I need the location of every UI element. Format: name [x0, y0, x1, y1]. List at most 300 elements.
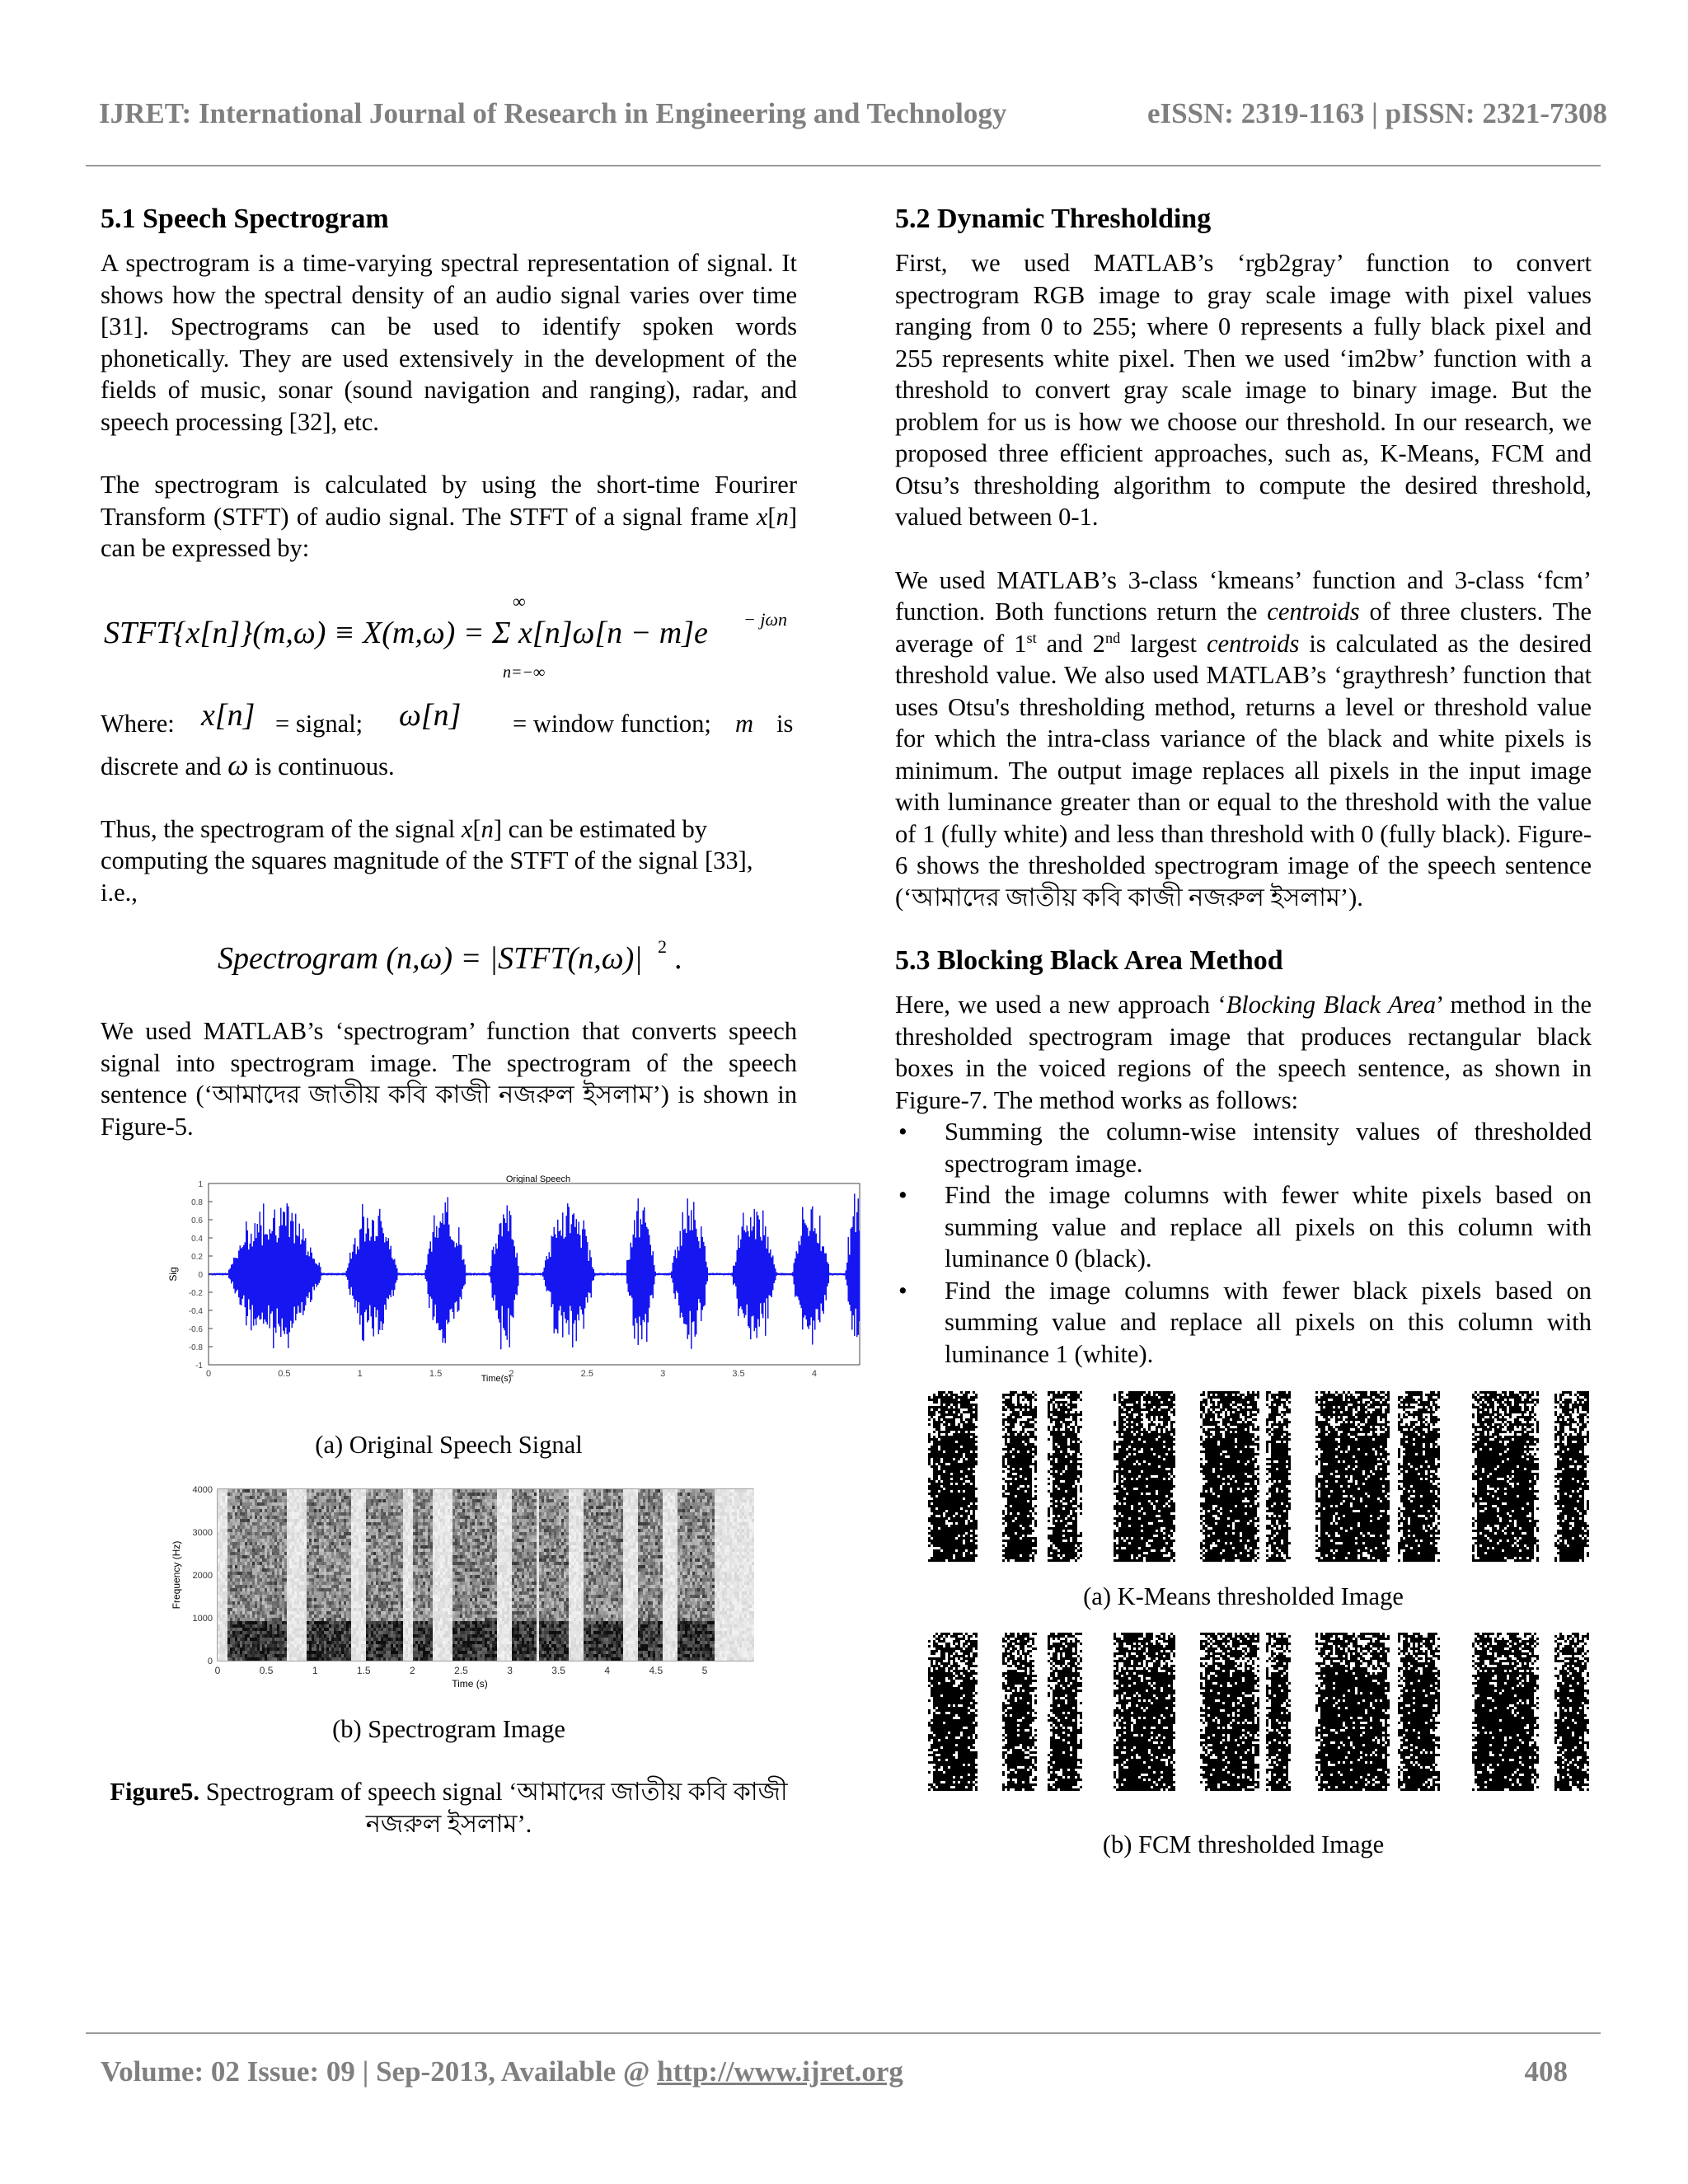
spectrogram-cell [289, 1516, 292, 1519]
spectrogram-cell [413, 1489, 415, 1493]
spectrogram-cell [307, 1562, 309, 1565]
waveform-sample [734, 1266, 736, 1284]
spectrogram-cell [321, 1519, 324, 1522]
spectrogram-cell [220, 1555, 223, 1558]
spectrogram-cell [279, 1654, 282, 1657]
spectrogram-cell [410, 1601, 413, 1605]
spectrogram-cell [232, 1641, 235, 1644]
spectrogram-cell [294, 1506, 297, 1509]
spectrogram-cell [378, 1641, 381, 1644]
spectrogram-cell [242, 1493, 245, 1496]
spectrogram-cell [415, 1535, 418, 1539]
spectrogram-cell [413, 1591, 415, 1595]
spectrogram-cell [403, 1509, 406, 1512]
spectrogram-cell [388, 1624, 391, 1628]
spectrogram-cell [336, 1529, 339, 1532]
spectrogram-cell [373, 1529, 376, 1532]
spectrogram-cell [319, 1611, 321, 1615]
spectrogram-cell [393, 1555, 396, 1558]
spectrogram-cell [304, 1493, 307, 1496]
spectrogram-cell [373, 1493, 376, 1496]
spectrogram-cell [406, 1522, 408, 1526]
spectrogram-cell [388, 1631, 391, 1634]
spectrogram-cell [425, 1558, 428, 1562]
spectrogram-cell [316, 1555, 319, 1558]
spectrogram-cell [393, 1549, 396, 1552]
spectrogram-cell [289, 1542, 292, 1545]
spectrogram-cell [304, 1595, 307, 1598]
spectrogram-cell [218, 1502, 220, 1506]
spectrogram-cell [406, 1598, 408, 1601]
spectrogram-cell [218, 1628, 220, 1631]
spectrogram-cell [292, 1568, 294, 1572]
spectrogram-cell [331, 1535, 334, 1539]
spectrogram-cell [398, 1549, 401, 1552]
waveform-sample [377, 1236, 378, 1310]
spectrogram-cell [312, 1555, 314, 1558]
spectrogram-cell [270, 1638, 272, 1641]
spectrogram-cell [366, 1578, 368, 1582]
spectrogram-cell [316, 1529, 319, 1532]
spectrogram-cell [418, 1647, 420, 1651]
spectrogram-cell [225, 1578, 227, 1582]
spectrogram-cell [346, 1601, 349, 1605]
spectrogram-cell [247, 1651, 250, 1654]
spectrogram-cell [368, 1549, 371, 1552]
spectrogram-cell [361, 1634, 363, 1638]
spectrogram-cell [349, 1526, 351, 1529]
spectrogram-cell [302, 1644, 304, 1647]
spectrogram-cell [341, 1496, 344, 1499]
spectrogram-cell [410, 1657, 413, 1661]
spectrogram-cell [406, 1489, 408, 1493]
spectrogram-cell [240, 1496, 242, 1499]
waveform-sample [695, 1220, 696, 1337]
spectrogram-cell [408, 1572, 410, 1575]
spectrogram-cell [272, 1493, 274, 1496]
spectrogram-cell [351, 1509, 354, 1512]
spectrogram-cell [277, 1558, 279, 1562]
spectrogram-cell [282, 1568, 284, 1572]
spectrogram-cell [274, 1605, 277, 1608]
spectrogram-cell [354, 1529, 356, 1532]
spectrogram-cell [284, 1641, 287, 1644]
spectrogram-cell [250, 1611, 252, 1615]
spectrogram-cell [396, 1624, 398, 1628]
spectrogram-cell [418, 1641, 420, 1644]
spectrogram-cell [413, 1618, 415, 1621]
spectrogram-cell [423, 1578, 425, 1582]
waveform-sample [832, 1273, 833, 1276]
spectrogram-cell [324, 1657, 326, 1661]
spectrogram-cell [378, 1542, 381, 1545]
spectrogram-cell [232, 1539, 235, 1542]
spectrogram-cell [376, 1552, 378, 1555]
spectrogram-cell [225, 1595, 227, 1598]
waveform-sample [295, 1214, 297, 1321]
spectrogram-cell [247, 1582, 250, 1585]
spectrogram-cell [247, 1516, 250, 1519]
spectrogram-cell [287, 1591, 289, 1595]
waveform-sample [566, 1216, 568, 1323]
spectrogram-cell [401, 1558, 403, 1562]
spectrogram-cell [270, 1519, 272, 1522]
spectrogram-cell [309, 1641, 312, 1644]
spectrogram-cell [378, 1493, 381, 1496]
spectrogram-cell [250, 1578, 252, 1582]
spectrogram-cell [284, 1644, 287, 1647]
spectrogram-cell [324, 1591, 326, 1595]
spectrogram-cell [386, 1624, 388, 1628]
spectrogram-cell [373, 1641, 376, 1644]
spectrogram-cell [331, 1654, 334, 1657]
spectrogram-cell [398, 1641, 401, 1644]
spectrogram-cell [391, 1575, 393, 1578]
spectrogram-cell [304, 1509, 307, 1512]
spectrogram-cell [255, 1572, 257, 1575]
spectrogram-cell [225, 1621, 227, 1624]
spectrogram-cell [247, 1555, 250, 1558]
spectrogram-cell [324, 1542, 326, 1545]
spectrogram-cell [282, 1585, 284, 1588]
spectrogram-cell [223, 1562, 225, 1565]
spectrogram-cell [329, 1634, 331, 1638]
spectrogram-cell [386, 1638, 388, 1641]
spectrogram-cell [420, 1522, 423, 1526]
spectrogram-cell [363, 1611, 366, 1615]
spectrogram-cell [361, 1535, 363, 1539]
spectrogram-cell [425, 1552, 428, 1555]
spectrogram-cell [354, 1608, 356, 1611]
waveform-sample [738, 1235, 739, 1316]
spectrogram-cell [227, 1595, 230, 1598]
spectrogram-cell [223, 1598, 225, 1601]
spectrogram-cell [418, 1591, 420, 1595]
spectrogram-cell [240, 1493, 242, 1496]
spectrogram-cell [415, 1644, 418, 1647]
spectrogram-cell [255, 1585, 257, 1588]
spectrogram-cell [339, 1502, 341, 1506]
spectrogram-cell [223, 1605, 225, 1608]
spectrogram-cell [326, 1595, 329, 1598]
spectrogram-cell [415, 1522, 418, 1526]
waveform-sample [414, 1273, 415, 1276]
waveform-sample [858, 1198, 860, 1334]
spectrogram-cell [388, 1549, 391, 1552]
spectrogram-cell [403, 1628, 406, 1631]
waveform-sample [257, 1224, 259, 1318]
spectrogram-cell [302, 1562, 304, 1565]
spectrogram-cell [299, 1601, 302, 1605]
waveform-sample [527, 1273, 528, 1276]
spectrogram-cell [344, 1644, 346, 1647]
spectrogram-cell [227, 1496, 230, 1499]
spectrogram-cell [396, 1598, 398, 1601]
waveform-sample [525, 1272, 527, 1275]
spectrogram-cell [252, 1522, 255, 1526]
spectrogram-cell [319, 1535, 321, 1539]
spectrogram-cell [410, 1512, 413, 1516]
spectrogram-cell [391, 1654, 393, 1657]
spectrogram-cell [403, 1585, 406, 1588]
spectrogram-cell [408, 1605, 410, 1608]
spectrogram-cell [378, 1535, 381, 1539]
spectrogram-cell [420, 1651, 423, 1654]
spectrogram-cell [321, 1493, 324, 1496]
waveform-sample [623, 1273, 625, 1275]
spectrogram-cell [270, 1545, 272, 1549]
spectrogram-cell [366, 1598, 368, 1601]
spectrogram-cell [351, 1578, 354, 1582]
spectrogram-cell [388, 1651, 391, 1654]
spectrogram-cell [425, 1506, 428, 1509]
spectrogram-cell [250, 1572, 252, 1575]
spectrogram-cell [339, 1647, 341, 1651]
spectrogram-cell [297, 1591, 299, 1595]
spectrogram-cell [415, 1555, 418, 1558]
spectrogram-cell [373, 1578, 376, 1582]
spectrogram-cell [287, 1552, 289, 1555]
spectrogram-cell [368, 1575, 371, 1578]
spectrogram-cell [393, 1562, 396, 1565]
spectrogram-cell [250, 1532, 252, 1535]
waveform-sample [387, 1241, 388, 1298]
spectrogram-cell [252, 1591, 255, 1595]
spectrogram-cell [413, 1562, 415, 1565]
waveform-sample [663, 1273, 665, 1276]
spectrogram-cell [386, 1657, 388, 1661]
spectrogram-cell [245, 1529, 247, 1532]
spectrogram-cell [363, 1634, 366, 1638]
spectrogram-cell [274, 1526, 277, 1529]
spectrogram-cell [232, 1562, 235, 1565]
spectrogram-cell [265, 1575, 267, 1578]
waveform-sample [645, 1223, 647, 1315]
spectrogram-cell [260, 1657, 262, 1661]
spectrogram-cell [235, 1598, 237, 1601]
spectrogram-cell [396, 1552, 398, 1555]
spectrogram-cell [363, 1522, 366, 1526]
spectrogram-cell [260, 1615, 262, 1618]
spectrogram-cell [304, 1516, 307, 1519]
spectrogram-cell [354, 1647, 356, 1651]
spectrogram-cell [227, 1657, 230, 1661]
spectrogram-cell [220, 1572, 223, 1575]
waveform-sample [708, 1273, 710, 1275]
spectrogram-cell [368, 1598, 371, 1601]
spectrogram-cell [232, 1578, 235, 1582]
spectrogram-cell [349, 1634, 351, 1638]
waveform-sample [451, 1240, 452, 1309]
spectrogram-cell [344, 1618, 346, 1621]
waveform-sample [831, 1273, 832, 1275]
waveform-sample [472, 1273, 474, 1275]
spectrogram-cell [270, 1657, 272, 1661]
spectrogram-cell [260, 1499, 262, 1502]
spectrogram-cell [265, 1615, 267, 1618]
spectrogram-cell [316, 1644, 319, 1647]
spectrogram-cell [282, 1519, 284, 1522]
spectrogram-cell [225, 1572, 227, 1575]
section-5-1-paragraph-2: The spectrogram is calculated by using the short-time Fourirer Transform (STFT) of audio signal. The STFT of a signal frame x[n] can be expressed by: [101, 469, 797, 565]
spectrogram-cell [366, 1591, 368, 1595]
spectrogram-cell [376, 1654, 378, 1657]
spectrogram-cell [359, 1654, 361, 1657]
spectrogram-cell [309, 1562, 312, 1565]
spectrogram-cell [413, 1549, 415, 1552]
spectrogram-cell [420, 1582, 423, 1585]
spectrogram-cell [418, 1654, 420, 1657]
spectrogram-cell [245, 1621, 247, 1624]
y-tick-label: -0.8 [189, 1343, 204, 1352]
spectrogram-cell [368, 1638, 371, 1641]
spectrogram-cell [415, 1493, 418, 1496]
spectrogram-cell [232, 1568, 235, 1572]
spectrogram-cell [294, 1641, 297, 1644]
spectrogram-cell [257, 1657, 260, 1661]
spectrogram-cell [218, 1657, 220, 1661]
spectrogram-cell [242, 1572, 245, 1575]
spectrogram-cell [279, 1545, 282, 1549]
spectrogram-cell [235, 1526, 237, 1529]
spectrogram-cell [250, 1516, 252, 1519]
spectrogram-cell [262, 1608, 265, 1611]
spectrogram-cell [324, 1496, 326, 1499]
spectrogram-cell [391, 1519, 393, 1522]
spectrogram-cell [373, 1502, 376, 1506]
spectrogram-cell [319, 1568, 321, 1572]
spectrogram-cell [363, 1578, 366, 1582]
spectrogram-cell [230, 1595, 232, 1598]
spectrogram-cell [331, 1641, 334, 1644]
spectrogram-cell [401, 1644, 403, 1647]
spectrogram-cell [277, 1512, 279, 1516]
spectrogram-cell [383, 1582, 386, 1585]
spectrogram-cell [304, 1634, 307, 1638]
spectrogram-cell [324, 1621, 326, 1624]
spectrogram-cell [356, 1598, 359, 1601]
spectrogram-cell [359, 1628, 361, 1631]
spectrogram-cell [294, 1601, 297, 1605]
spectrogram-cell [220, 1624, 223, 1628]
spectrogram-cell [366, 1522, 368, 1526]
spectrogram-cell [240, 1545, 242, 1549]
spectrogram-cell [314, 1539, 316, 1542]
spectrogram-cell [378, 1644, 381, 1647]
spectrogram-cell [428, 1493, 430, 1496]
spectrogram-cell [255, 1588, 257, 1591]
spectrogram-cell [423, 1502, 425, 1506]
spectrogram-cell [396, 1565, 398, 1568]
spectrogram-cell [356, 1651, 359, 1654]
spectrogram-cell [393, 1568, 396, 1572]
waveform-sample [369, 1240, 371, 1305]
spectrogram-cell [319, 1624, 321, 1628]
spectrogram-cell [410, 1542, 413, 1545]
spectrogram-cell [292, 1582, 294, 1585]
spectrogram-cell [237, 1506, 240, 1509]
spectrogram-cell [297, 1575, 299, 1578]
waveform-sample [729, 1273, 731, 1275]
spectrogram-cell [329, 1657, 331, 1661]
spectrogram-cell [346, 1621, 349, 1624]
spectrogram-cell [423, 1493, 425, 1496]
spectrogram-cell [398, 1516, 401, 1519]
spectrogram-cell [272, 1545, 274, 1549]
spectrogram-cell [393, 1496, 396, 1499]
spectrogram-cell [398, 1555, 401, 1558]
spectrogram-cell [336, 1631, 339, 1634]
spectrogram-cell [344, 1499, 346, 1502]
spectrogram-cell [225, 1624, 227, 1628]
spectrogram-cell [349, 1575, 351, 1578]
spectrogram-cell [344, 1641, 346, 1644]
spectrogram-cell [406, 1509, 408, 1512]
spectrogram-cell [420, 1558, 423, 1562]
spectrogram-cell [378, 1532, 381, 1535]
spectrogram-cell [282, 1615, 284, 1618]
y-tick-label: -0.4 [189, 1307, 204, 1316]
waveform-sample [826, 1254, 828, 1301]
spectrogram-cell [265, 1502, 267, 1506]
spectrogram-cell [316, 1542, 319, 1545]
spectrogram-cell [331, 1493, 334, 1496]
spectrogram-cell [307, 1555, 309, 1558]
spectrogram-cell [255, 1502, 257, 1506]
spectrogram-cell [415, 1539, 418, 1542]
waveform-sample [842, 1273, 843, 1275]
spectrogram-cell [257, 1654, 260, 1657]
spectrogram-cell [376, 1555, 378, 1558]
spectrogram-cell [363, 1595, 366, 1598]
spectrogram-cell [410, 1618, 413, 1621]
spectrogram-cell [336, 1634, 339, 1638]
spectrogram-cell [418, 1608, 420, 1611]
spectrogram-cell [257, 1582, 260, 1585]
waveform-sample [476, 1273, 477, 1275]
waveform-sample [289, 1237, 291, 1332]
spectrogram-cell [406, 1591, 408, 1595]
spectrogram-cell [326, 1631, 329, 1634]
waveform-sample [433, 1232, 434, 1320]
spectrogram-cell [410, 1605, 413, 1608]
spectrogram-cell [378, 1608, 381, 1611]
spectrogram-cell [403, 1598, 406, 1601]
spectrogram-cell [410, 1516, 413, 1519]
spectrogram-cell [319, 1499, 321, 1502]
spectrogram-cell [371, 1657, 373, 1661]
spectrogram-cell [223, 1522, 225, 1526]
spectrogram-cell [351, 1549, 354, 1552]
spectrogram-cell [368, 1558, 371, 1562]
spectrogram-cell [418, 1502, 420, 1506]
spectrogram-cell [363, 1641, 366, 1644]
spectrogram-cell [255, 1605, 257, 1608]
spectrogram-cell [388, 1558, 391, 1562]
spectrogram-cell [230, 1529, 232, 1532]
waveform-sample [354, 1244, 355, 1299]
waveform-sample [513, 1240, 514, 1318]
spectrogram-cell [307, 1591, 309, 1595]
spectrogram-cell [329, 1562, 331, 1565]
spectrogram-cell [230, 1657, 232, 1661]
spectrogram-cell [420, 1657, 423, 1661]
spectrogram-cell [351, 1489, 354, 1493]
waveform-sample [681, 1246, 682, 1313]
spectrogram-cell [237, 1516, 240, 1519]
spectrogram-cell [250, 1509, 252, 1512]
spectrogram-cell [223, 1628, 225, 1631]
